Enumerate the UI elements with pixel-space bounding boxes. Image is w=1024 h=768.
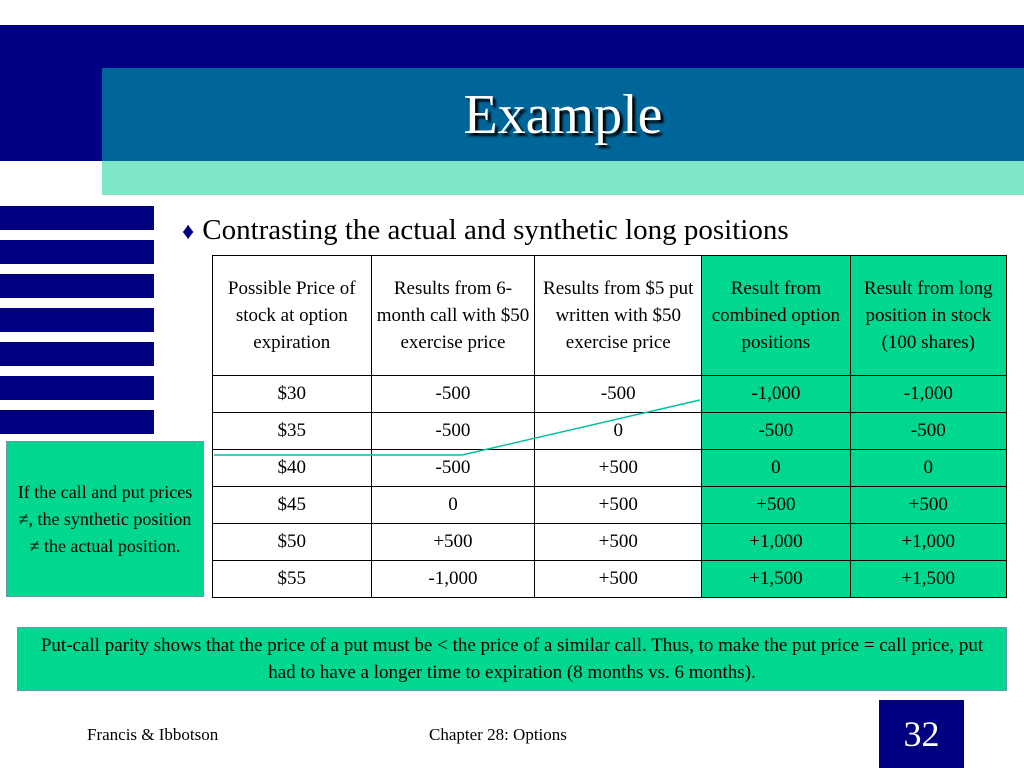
table-cell: +500: [535, 450, 702, 487]
table-cell: -500: [702, 413, 850, 450]
bullet-text: Contrasting the actual and synthetic long positions: [202, 214, 789, 246]
table-cell: $30: [213, 376, 372, 413]
title-band-gap: [0, 161, 102, 197]
header-call-results: Results from 6-month call with $50 exercise price: [371, 256, 535, 376]
header-put-results: Results from $5 put written with $50 exercise price: [535, 256, 702, 376]
side-note-callout: If the call and put prices ≠, the synthetic position ≠ the actual position.: [6, 441, 204, 597]
table-cell: +1,500: [702, 561, 850, 598]
table-cell: $35: [213, 413, 372, 450]
table-cell: $50: [213, 524, 372, 561]
footer-chapter: Chapter 28: Options: [429, 725, 567, 744]
decorative-stripe: [0, 308, 154, 332]
table-cell: -500: [850, 413, 1006, 450]
table-cell: +500: [702, 487, 850, 524]
table-cell: -500: [371, 450, 535, 487]
table-cell: -500: [371, 413, 535, 450]
table-cell: 0: [535, 413, 702, 450]
table-cell: +500: [535, 524, 702, 561]
table-cell: -500: [535, 376, 702, 413]
decorative-stripe: [0, 410, 154, 434]
table-header-row: [213, 256, 1007, 376]
page-number: 32: [903, 714, 940, 754]
table-cell: 0: [850, 450, 1006, 487]
table-cell: +1,000: [702, 524, 850, 561]
decorative-stripe: [0, 342, 154, 366]
page-number-badge: [879, 700, 964, 768]
table-row: [213, 450, 1007, 487]
table-cell: -1,000: [702, 376, 850, 413]
footer-author: Francis & Ibbotson: [87, 725, 219, 744]
table-cell: $40: [213, 450, 372, 487]
table-cell: $55: [213, 561, 372, 598]
table-cell: -500: [371, 376, 535, 413]
title-underline-bar: [102, 161, 1024, 195]
decorative-stripe: [0, 206, 154, 230]
table-cell: +500: [850, 487, 1006, 524]
decorative-stripe: [0, 274, 154, 298]
bullet-point: [182, 214, 789, 247]
diamond-bullet-icon: ♦: [182, 219, 195, 245]
bottom-note-callout: Put-call parity shows that the price of a put must be < the price of a similar call. Thus, to make the put price = call price, put had to have a longer time to expiration (8 months vs. 6 months).: [17, 627, 1007, 691]
decorative-stripe: [0, 240, 154, 264]
decorative-stripe: [0, 376, 154, 400]
table-row: [213, 413, 1007, 450]
table-cell: 0: [702, 450, 850, 487]
table-cell: +1,500: [850, 561, 1006, 598]
table-cell: +500: [371, 524, 535, 561]
table-cell: $45: [213, 487, 372, 524]
table-row: [213, 561, 1007, 598]
table-cell: +1,000: [850, 524, 1006, 561]
table-cell: +500: [535, 561, 702, 598]
table-cell: 0: [371, 487, 535, 524]
header-stock-price: Possible Price of stock at option expiration: [213, 256, 372, 376]
table-row: [213, 524, 1007, 561]
table-row: [213, 487, 1007, 524]
table-row: [213, 376, 1007, 413]
results-table: [212, 255, 1007, 598]
header-combined-options: Result from combined option positions: [702, 256, 850, 376]
table-cell: -1,000: [850, 376, 1006, 413]
table-cell: +500: [535, 487, 702, 524]
table-cell: -1,000: [371, 561, 535, 598]
header-long-stock: Result from long position in stock (100 shares): [850, 256, 1006, 376]
slide-title: Example: [463, 83, 663, 146]
